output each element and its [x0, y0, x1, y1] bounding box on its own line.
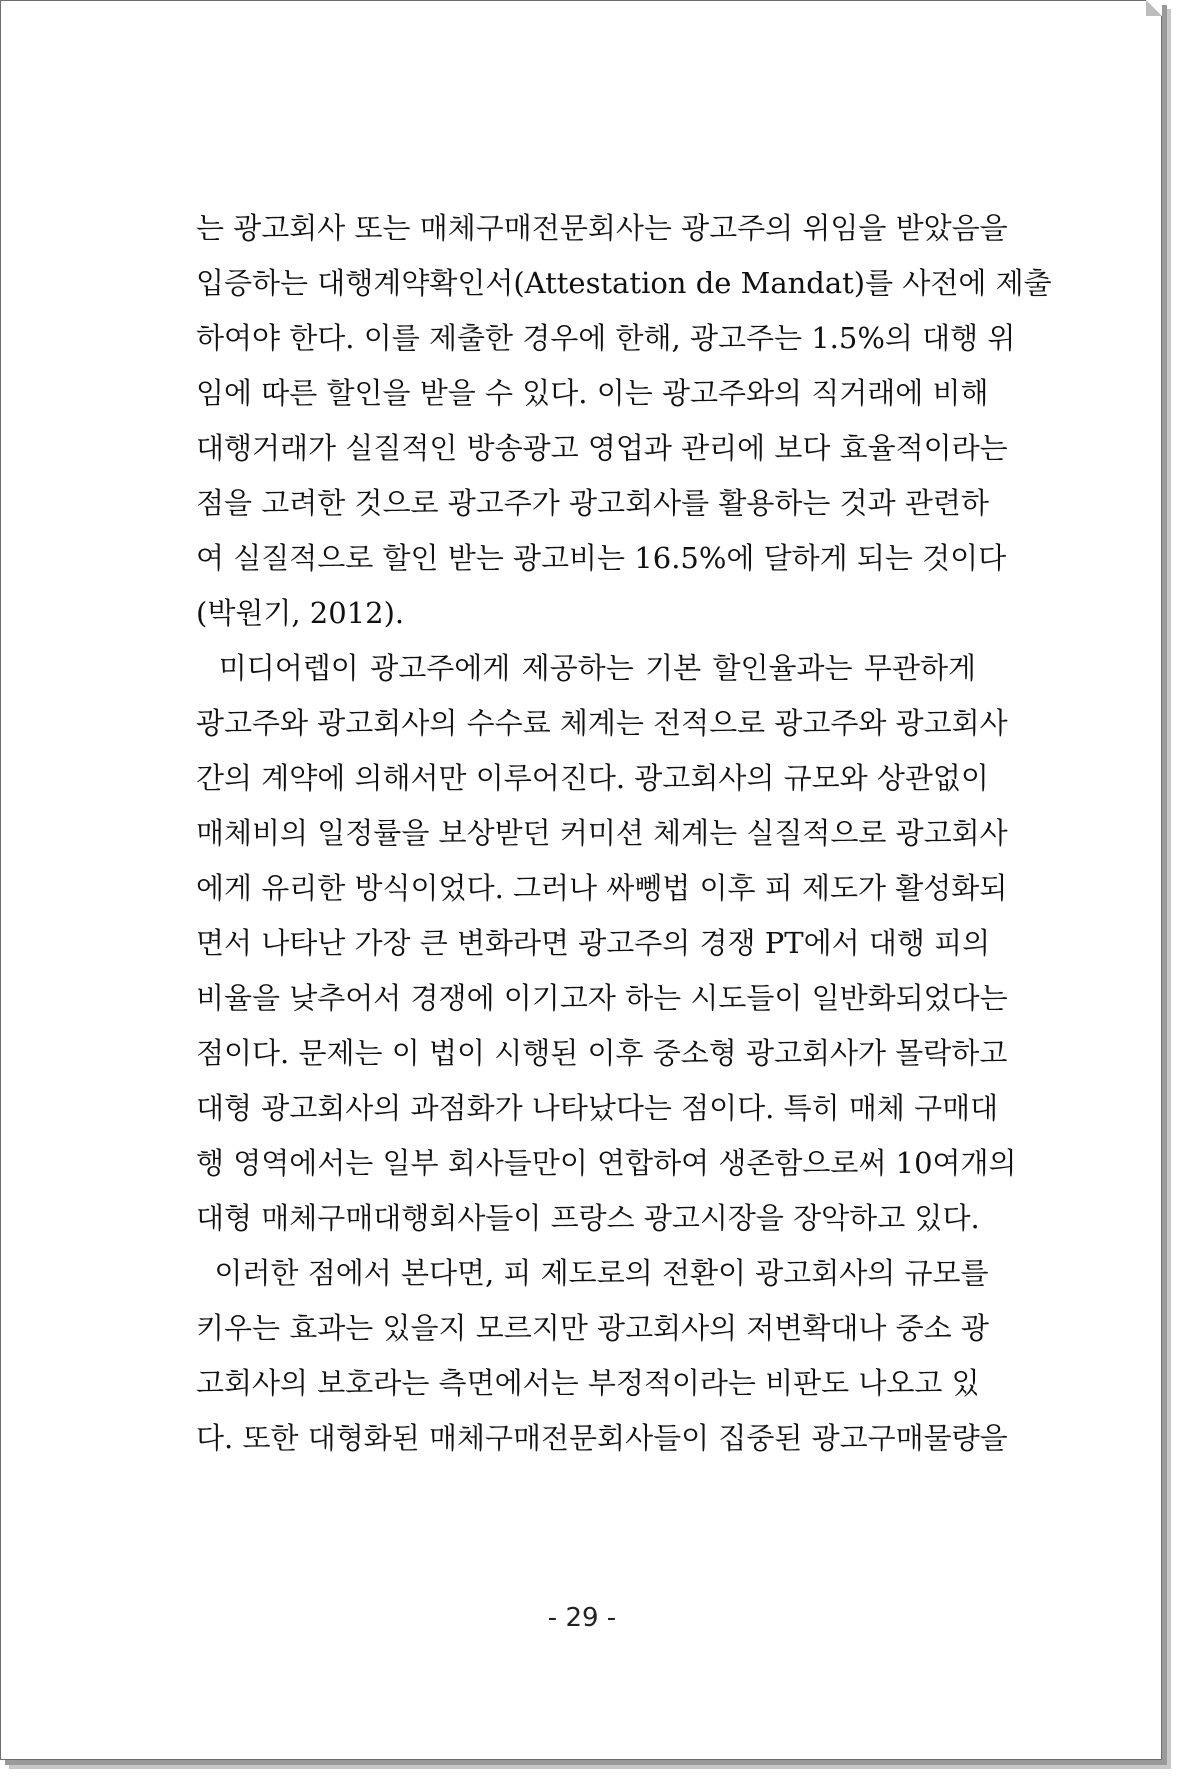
text-line: 하여야 한다. 이를 제출한 경우에 한해, 광고주는 1.5%의 대행 위 [196, 321, 1016, 355]
text-line: 다. 또한 대형화된 매체구매전문회사들이 집중된 광고구매물량을 [196, 1421, 1008, 1455]
text-line: 입증하는 대행계약확인서(Attestation de Mandat)를 사전에 제출 [196, 266, 1052, 300]
text-line: 광고주와 광고회사의 수수료 체계는 전적으로 광고주와 광고회사 [196, 706, 1008, 740]
body-text [196, 201, 1052, 1466]
text-line: 점을 고려한 것으로 광고주가 광고회사를 활용하는 것과 관련하 [196, 486, 989, 520]
page-fold-corner [1146, 0, 1162, 16]
text-line: 임에 따른 할인을 받을 수 있다. 이는 광고주와의 직거래에 비해 [196, 376, 989, 410]
text-line: 대형 광고회사의 과점화가 나타났다는 점이다. 특히 매체 구매대 [196, 1091, 999, 1125]
text-line: 이러한 점에서 본다면, 피 제도로의 전환이 광고회사의 규모를 [196, 1256, 989, 1290]
page-number: - 29 - [547, 1603, 617, 1633]
text-line: 매체비의 일정률을 보상받던 커미션 체계는 실질적으로 광고회사 [196, 816, 1008, 850]
text-line: 점이다. 문제는 이 법이 시행된 이후 중소형 광고회사가 몰락하고 [196, 1036, 1008, 1070]
text-line: 여 실질적으로 할인 받는 광고비는 16.5%에 달하게 되는 것이다 [196, 541, 1007, 575]
text-line: 에게 유리한 방식이었다. 그러나 싸뼁법 이후 피 제도가 활성화되 [196, 871, 1008, 905]
text-line: 미디어렙이 광고주에게 제공하는 기본 할인율과는 무관하게 [196, 651, 976, 685]
text-line: 행 영역에서는 일부 회사들만이 연합하여 생존함으로써 10여개의 [196, 1146, 1017, 1180]
text-line: 면서 나타난 가장 큰 변화라면 광고주의 경쟁 PT에서 대행 피의 [196, 926, 991, 960]
text-line: 간의 계약에 의해서만 이루어진다. 광고회사의 규모와 상관없이 [196, 761, 989, 795]
text-line: (박원기, 2012). [196, 596, 405, 630]
text-line: 대형 매체구매대행회사들이 프랑스 광고시장을 장악하고 있다. [196, 1201, 980, 1235]
text-line: 키우는 효과는 있을지 모르지만 광고회사의 저변확대나 중소 광 [196, 1311, 989, 1345]
text-line: 는 광고회사 또는 매체구매전문회사는 광고주의 위임을 받았음을 [196, 211, 1008, 245]
text-line: 고회사의 보호라는 측면에서는 부정적이라는 비판도 나오고 있 [196, 1366, 980, 1400]
text-line: 비율을 낮추어서 경쟁에 이기고자 하는 시도들이 일반화되었다는 [196, 981, 1008, 1015]
text-line: 대행거래가 실질적인 방송광고 영업과 관리에 보다 효율적이라는 [196, 431, 1008, 465]
